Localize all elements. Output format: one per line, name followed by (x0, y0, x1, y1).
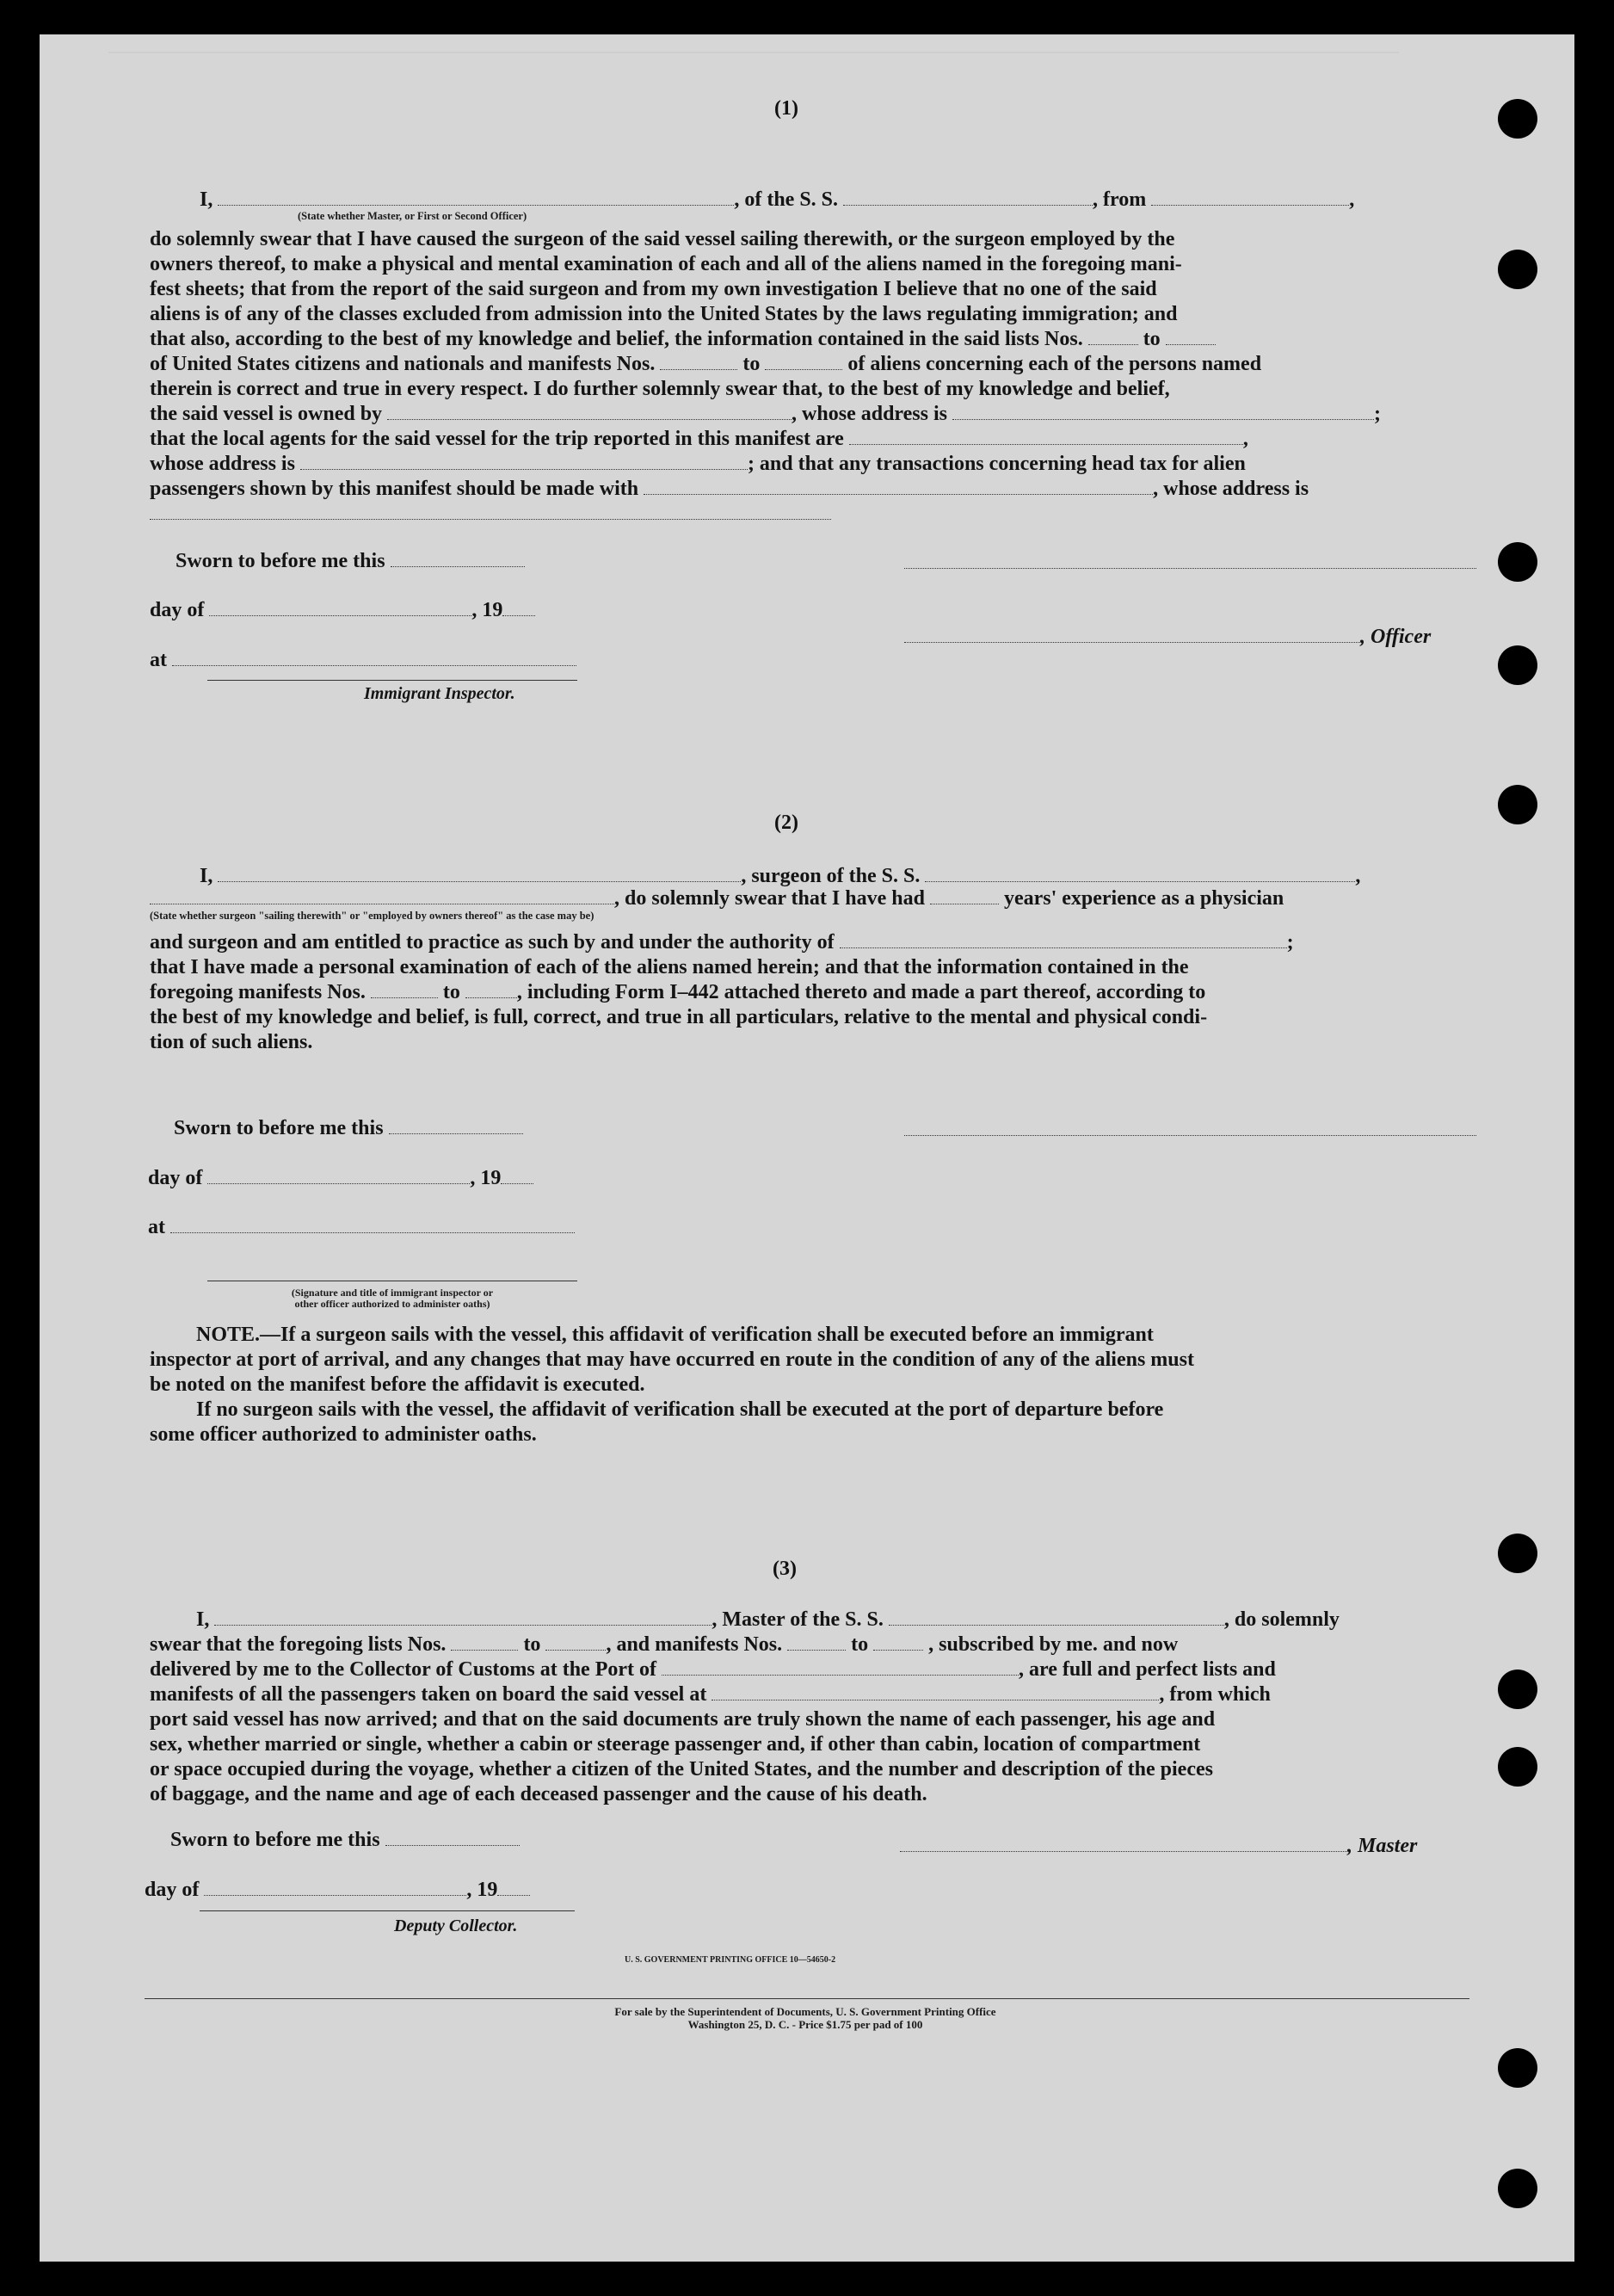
punch-hole (1498, 1534, 1537, 1573)
sec3-line-1: I, , Master of the S. S. , do solemnly (196, 1608, 1340, 1631)
sec3-sworn: Sworn to before me this (170, 1828, 520, 1852)
punch-hole (1498, 645, 1537, 685)
sec2-line-1: I, , surgeon of the S. S. , (200, 865, 1361, 887)
sec3-para-line: swear that the foregoing lists Nos. to , and manifests Nos. to , subscribed by me. and now (150, 1633, 1179, 1656)
sec3-para-line: delivered by me to the Collector of Customs at the Port of , are full and perfect lists and (150, 1658, 1276, 1681)
sec2-note-line: some officer authorized to administer oaths. (150, 1423, 537, 1446)
punch-hole (1498, 99, 1537, 139)
sec1-para-line: therein is correct and true in every respect. I do further solemnly swear that, to the best of my knowledge and belief, (150, 378, 1170, 400)
footer-line-1: For sale by the Superintendent of Documents, U. S. Government Printing Office (614, 2005, 996, 2018)
sec2-note-line: NOTE.—If a surgeon sails with the vessel, this affidavit of verification shall be executed before an immigrant (196, 1324, 1154, 1346)
sec3-master: , Master (900, 1834, 1417, 1858)
sec2-signature-note-1: (Signature and title of immigrant inspector or (291, 1287, 494, 1299)
sec2-note-line: be noted on the manifest before the affidavit is executed. (150, 1373, 645, 1396)
section-1-number: (1) (774, 97, 798, 120)
sec1-para-line: whose address is ; and that any transactions concerning head tax for alien (150, 453, 1246, 475)
sec1-para-line: owners thereof, to make a physical and mental examination of each and all of the aliens named in the foregoing mani- (150, 253, 1182, 275)
sec1-para-line: that also, according to the best of my knowledge and belief, the information contained in the said lists Nos. to (150, 327, 1216, 351)
sec2-para-line: that I have made a personal examination of each of the aliens named herein; and that the information contained in the (150, 956, 1189, 978)
sec1-para-line: that the local agents for the said vessel for the trip reported in this manifest are , (150, 428, 1248, 450)
sec3-dayof: day of , 19 (145, 1878, 530, 1902)
sec2-para-line: the best of my knowledge and belief, is full, correct, and true in all particulars, relative to the mental and physical condi- (150, 1006, 1208, 1028)
sec1-officer-signature-line-1 (904, 568, 1476, 569)
sec2-at: at (148, 1215, 575, 1239)
sec2-note-line: If no surgeon sails with the vessel, the affidavit of verification shall be executed at the port of departure before (196, 1398, 1164, 1421)
section-2-number: (2) (774, 812, 798, 834)
sec3-para-line: port said vessel has now arrived; and that on the said documents are truly shown the name of each passenger, his age and (150, 1708, 1216, 1731)
sec1-para-line: fest sheets; that from the report of the said surgeon and from my own investigation I believe that no one of the said (150, 278, 1157, 300)
sec3-para-line: or space occupied during the voyage, whether a citizen of the United States, and the number and description of the pieces (150, 1758, 1213, 1781)
sec1-at: at (150, 648, 576, 672)
sec2-note-line: inspector at port of arrival, and any changes that may have occurred en route in the condition of any of the aliens must (150, 1349, 1194, 1371)
gpo-imprint: U. S. GOVERNMENT PRINTING OFFICE 10—54650-2 (625, 1955, 836, 1965)
section-3-number: (3) (773, 1558, 797, 1580)
sec3-para-line: of baggage, and the name and age of each deceased passenger and the cause of his death. (150, 1783, 927, 1805)
punch-hole (1498, 1670, 1537, 1709)
punch-hole (1498, 785, 1537, 824)
sec2-line-2: , do solemnly swear that I have had years' experience as a physician (150, 886, 1284, 910)
manifest-verification-page (40, 34, 1574, 2262)
punch-hole (1498, 1747, 1537, 1787)
footer-rule (145, 1998, 1469, 1999)
sec2-signature-note-2: other officer authorized to administer oaths) (294, 1298, 490, 1310)
sec3-para-line: sex, whether married or single, whether a cabin or steerage passenger and, if other than cabin, location of compartment (150, 1733, 1201, 1756)
sec2-para-line: tion of such aliens. (150, 1031, 313, 1053)
punch-hole (1498, 2169, 1537, 2208)
punch-hole (1498, 542, 1537, 582)
sec1-para-line: passengers shown by this manifest should be made with , whose address is (150, 478, 1309, 500)
sec2-surgeon-note: (State whether surgeon "sailing therewith" or "employed by owners thereof" as the case may be) (150, 910, 594, 922)
sec2-dayof: day of , 19 (148, 1166, 533, 1190)
sec1-sworn: Sworn to before me this (176, 549, 525, 573)
sec2-surgeon-signature-line (904, 1135, 1476, 1136)
sec2-sworn: Sworn to before me this (174, 1116, 523, 1140)
sec1-officer: , Officer (904, 625, 1431, 649)
sec1-dayof: day of , 19 (150, 598, 535, 622)
sec1-address-line (150, 519, 831, 520)
sec1-inspector-line (207, 680, 577, 681)
sec1-line-1: I, , of the S. S. , from , (200, 188, 1355, 211)
sec3-deputy-label: Deputy Collector. (394, 1916, 518, 1935)
punch-hole (1498, 250, 1537, 289)
sec1-inspector-label: Immigrant Inspector. (364, 684, 515, 703)
sec2-para-line: foregoing manifests Nos. to , including Form I–442 attached thereto and made a part thereof, according to (150, 981, 1206, 1003)
punch-hole (1498, 2048, 1537, 2088)
sec1-para-line: the said vessel is owned by , whose address is ; (150, 403, 1381, 425)
sec1-para-line: do solemnly swear that I have caused the surgeon of the said vessel sailing therewith, or the surgeon employed by the (150, 228, 1175, 250)
sec2-para-line: and surgeon and am entitled to practice as such by and under the authority of ; (150, 931, 1294, 954)
sec1-master-note: (State whether Master, or First or Second Officer) (298, 210, 527, 222)
bleed-through-decoration (108, 52, 1399, 157)
sec3-deputy-line (200, 1910, 575, 1911)
sec1-para-line: of United States citizens and nationals and manifests Nos. to of aliens concerning each of the persons named (150, 353, 1262, 375)
sec3-para-line: manifests of all the passengers taken on board the said vessel at , from which (150, 1683, 1271, 1706)
footer-line-2: Washington 25, D. C. - Price $1.75 per pad of 100 (687, 2018, 923, 2031)
sec1-para-line: aliens is of any of the classes excluded from admission into the United States by the laws regulating immigration; and (150, 303, 1178, 325)
